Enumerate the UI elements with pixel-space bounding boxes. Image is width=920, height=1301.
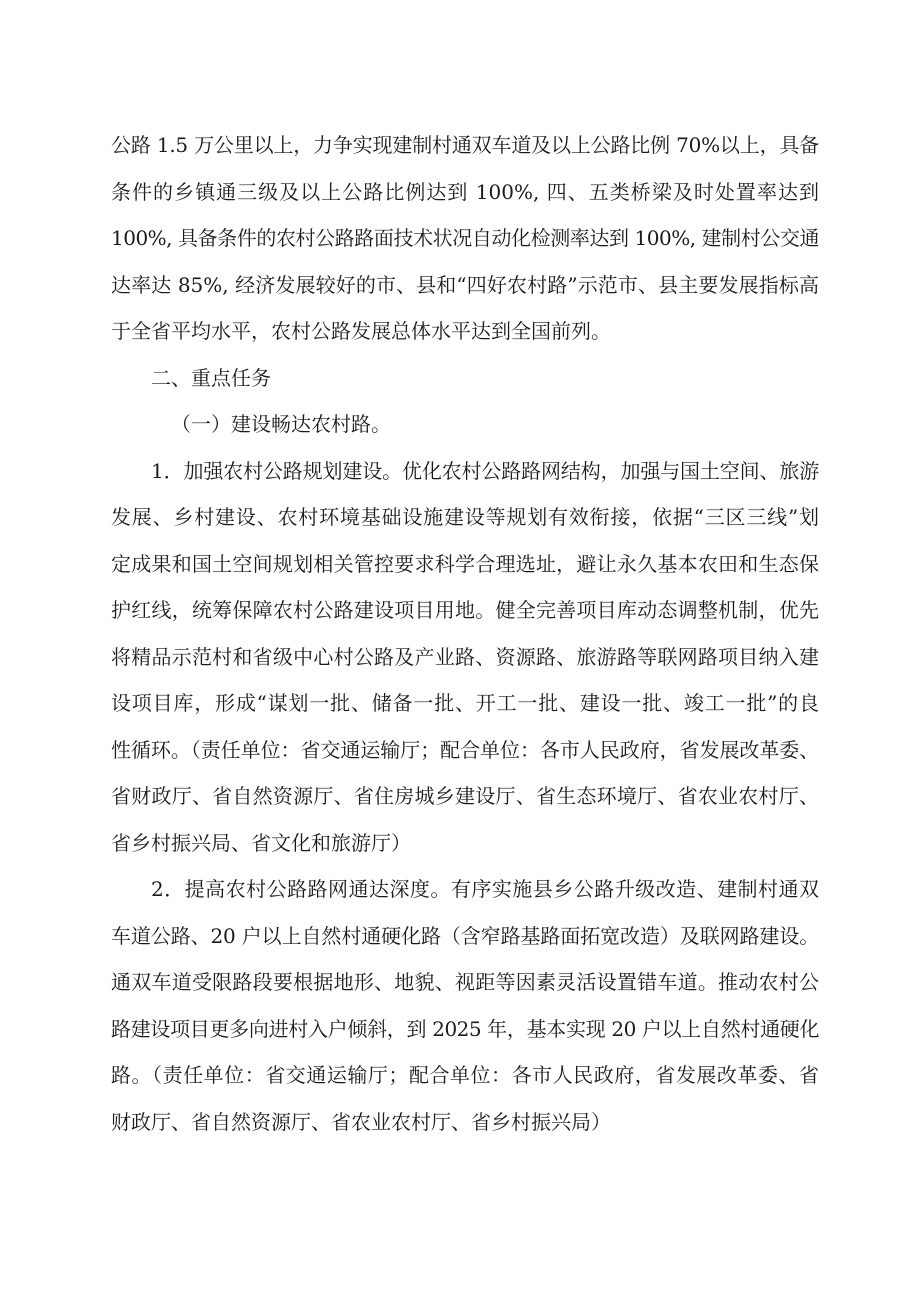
paragraph-line: 护红线，统筹保障农村公路建设项目用地。健全完善项目库动态调整机制，优先 — [111, 598, 819, 622]
paragraph-line: 通双车道受限路段要根据地形、地貌、视距等因素灵活设置错车道。推动农村公 — [111, 970, 819, 994]
paragraph-line: 条件的乡镇通三级及以上公路比例达到 100%, 四、五类桥梁及时处置率达到 — [111, 179, 819, 204]
paragraph-line: 1．加强农村公路规划建设。优化农村公路路网结构，加强与国土空间、旅游 — [151, 458, 819, 483]
paragraph-line: 于全省平均水平，农村公路发展总体水平达到全国前列。 — [111, 319, 611, 343]
paragraph-line: 性循环。（责任单位：省交通运输厅；配合单位：各市人民政府，省发展改革委、 — [111, 737, 819, 762]
paragraph-line: 省乡村振兴局、省文化和旅游厅） — [111, 830, 411, 855]
paragraph-line: 2．提高农村公路路网通达深度。有序实施县乡公路升级改造、建制村通双 — [151, 877, 819, 901]
paragraph-line: 设项目库，形成“谋划一批、储备一批、开工一批、建设一批、竣工一批”的良 — [111, 691, 819, 715]
paragraph-line: 路。（责任单位：省交通运输厅；配合单位：各市人民政府，省发展改革委、省 — [111, 1063, 819, 1087]
paragraph-line: 将精品示范村和省级中心村公路及产业路、资源路、旅游路等联网路项目纳入建 — [111, 644, 819, 669]
subsection-heading: （一）建设畅达农村路。 — [171, 412, 391, 436]
paragraph-line: 财政厅、省自然资源厅、省农业农村厅、省乡村振兴局） — [111, 1109, 611, 1134]
section-heading: 二、重点任务 — [151, 365, 271, 390]
document-body — [111, 122, 819, 1145]
paragraph-line: 路建设项目更多向进村入户倾斜，到 2025 年，基本实现 20 户以上自然村通硬化 — [111, 1016, 819, 1041]
paragraph-line: 达率达 85%, 经济发展较好的市、县和“四好农村路”示范市、县主要发展指标高 — [111, 272, 819, 297]
paragraph-line: 车道公路、20 户以上自然村通硬化路（含窄路基路面拓宽改造）及联网路建设。 — [111, 923, 819, 948]
paragraph-line: 定成果和国土空间规划相关管控要求科学合理选址，避让永久基本农田和生态保 — [111, 551, 819, 576]
paragraph-line: 100%, 具备条件的农村公路路面技术状况自动化检测率达到 100%, 建制村公交通 — [111, 226, 819, 250]
paragraph-line: 公路 1.5 万公里以上，力争实现建制村通双车道及以上公路比例 70%以上，具备 — [111, 133, 819, 157]
paragraph-line: 省财政厅、省自然资源厅、省住房城乡建设厅、省生态环境厅、省农业农村厅、 — [111, 784, 819, 808]
paragraph-line: 发展、乡村建设、农村环境基础设施建设等规划有效衔接，依据“三区三线”划 — [111, 505, 819, 529]
